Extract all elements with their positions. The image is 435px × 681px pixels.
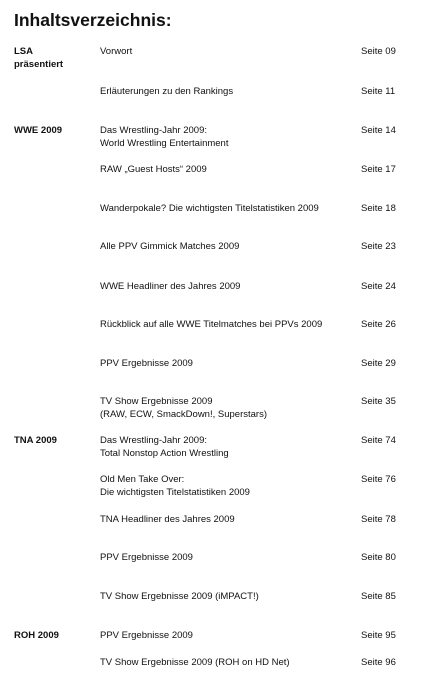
section-lsa: LSA präsentiert [14,46,64,70]
toc-entry: Das Wrestling-Jahr 2009: World Wrestling Entertainment [100,125,229,149]
toc-entry: Alle PPV Gimmick Matches 2009 [100,241,240,252]
toc-page-number: Seite 74 [361,435,396,446]
toc-page-number: Seite 35 [361,396,396,407]
toc-page-number: Seite 11 [361,86,396,97]
toc-entry: RAW „Guest Hosts“ 2009 [100,164,207,175]
toc-entry: PPV Ergebnisse 2009 [100,630,193,641]
toc-page-number: Seite 23 [361,241,396,252]
section-wwe: WWE 2009 [14,125,63,136]
toc-page-number: Seite 78 [361,514,396,525]
toc-entry: Wanderpokale? Die wichtigsten Titelstatistiken 2009 [100,203,319,214]
toc-entry: PPV Ergebnisse 2009 [100,552,193,563]
toc-page-number: Seite 26 [361,319,396,330]
toc-entry: WWE Headliner des Jahres 2009 [100,281,241,292]
toc-page-number: Seite 09 [361,46,396,57]
toc-entry: TV Show Ergebnisse 2009 (iMPACT!) [100,591,259,602]
toc-page-number: Seite 24 [361,281,396,292]
toc-page-number: Seite 76 [361,474,396,485]
toc-page-number: Seite 18 [361,203,396,214]
section-tna: TNA 2009 [14,435,57,446]
toc-page-number: Seite 29 [361,358,396,369]
toc-title: Inhaltsverzeichnis: [14,10,172,30]
section-roh: ROH 2009 [14,630,59,641]
toc-page-number: Seite 96 [361,657,396,668]
toc-entry: Vorwort [100,46,133,57]
toc-entry: TV Show Ergebnisse 2009 (RAW, ECW, SmackDown!, Superstars) [100,396,267,420]
toc-entry: Rückblick auf alle WWE Titelmatches bei PPVs 2009 [100,319,323,330]
toc-page-number: Seite 14 [361,125,396,136]
toc-entry: Old Men Take Over: Die wichtigsten Titelstatistiken 2009 [100,474,250,498]
toc-page-number: Seite 17 [361,164,396,175]
toc-page-number: Seite 85 [361,591,396,602]
toc-entry: Das Wrestling-Jahr 2009: Total Nonstop Action Wrestling [100,435,229,459]
toc-entry: TNA Headliner des Jahres 2009 [100,514,235,525]
toc-entry: Erläuterungen zu den Rankings [100,86,234,97]
toc-page-number: Seite 95 [361,630,396,641]
toc-entry: PPV Ergebnisse 2009 [100,358,193,369]
toc-entry: TV Show Ergebnisse 2009 (ROH on HD Net) [100,657,290,668]
toc-page-number: Seite 80 [361,552,396,563]
